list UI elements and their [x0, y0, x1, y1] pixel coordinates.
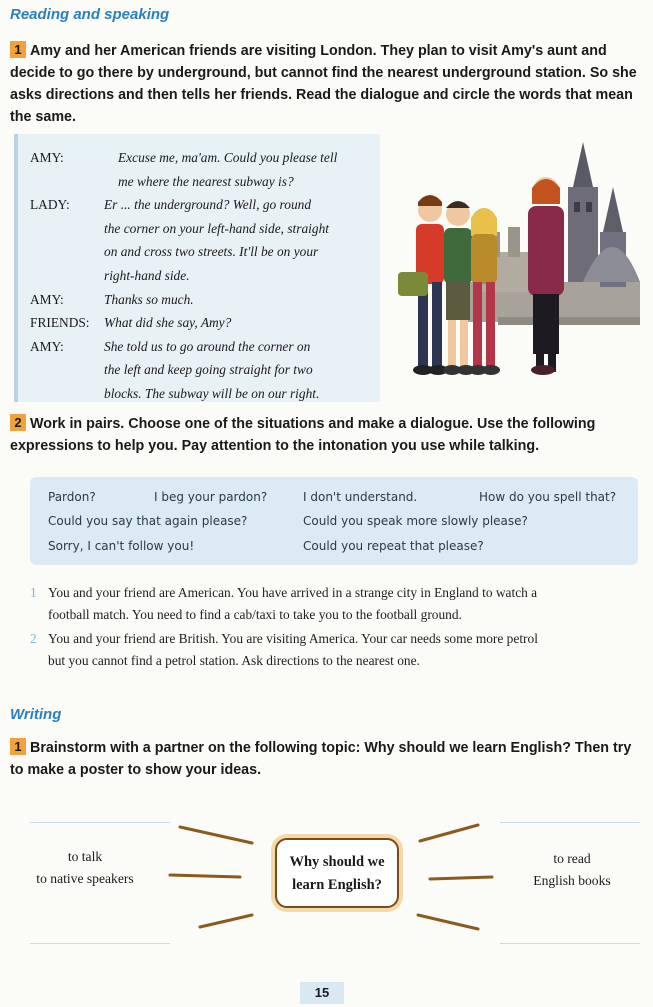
dialogue-speaker: LADY: [30, 197, 70, 213]
dialogue-turn [18, 288, 337, 312]
dialogue-line: blocks. The subway will be on our right. [104, 385, 320, 401]
right-idea [508, 848, 636, 892]
situation-2 [30, 628, 642, 672]
dialogue-line: What did she say, Amy? [104, 315, 232, 331]
expression: I don't understand. [303, 490, 418, 504]
expression: Pardon? [48, 490, 96, 504]
reading-section-title: Reading and speaking [10, 6, 170, 23]
dialogue-turn [18, 193, 337, 287]
dialogue-line: right-hand side. [104, 267, 190, 283]
expression: Could you say that again please? [48, 514, 248, 528]
task-number-badge: 1 [10, 738, 26, 755]
page-number: 15 [300, 982, 344, 1004]
dialogue-line: me where the nearest subway is? [118, 173, 294, 189]
dialogue-line: Er ... the underground? Well, go round [104, 197, 312, 213]
task-1-instructions [10, 40, 640, 128]
dialogue-speaker: FRIENDS: [30, 315, 90, 331]
situation-line: but you cannot find a petrol station. Ask directions to the nearest one. [48, 653, 420, 668]
blank-line [500, 943, 640, 944]
central-topic-line: Why should we [289, 854, 385, 870]
left-idea [20, 846, 150, 890]
blank-line [500, 822, 640, 823]
street-directions-illustration [378, 132, 640, 384]
dialogue-speaker: AMY: [30, 150, 64, 165]
dialogue-line: She told us to go around the corner on [104, 338, 311, 354]
central-topic-line: learn English? [292, 877, 382, 893]
writing-task-instructions [10, 737, 640, 781]
dialogue-line: Excuse me, ma'am. Could you please tell [118, 150, 338, 165]
situation-line: You and your friend are American. You have arrived in a strange city in England to watch a [48, 585, 538, 600]
expression: Could you repeat that please? [303, 539, 484, 553]
idea-line: to read [553, 851, 591, 866]
dialogue-speaker: AMY: [30, 338, 64, 354]
dialogue-turn [18, 146, 337, 193]
task-2-text: Work in pairs. Choose one of the situations and make a dialogue. Use the following expressions to help you. Pay attention to the intonation you use while talking. [10, 416, 596, 454]
situation-line: You and your friend are British. You are visiting America. Your car needs some more petrol [48, 631, 538, 646]
expression: How do you spell that? [479, 490, 617, 504]
task-1-text: Amy and her American friends are visiting London. They plan to visit Amy's aunt and decide to go there by underground, but cannot find the nearest underground station. So she asks directions and then tells her friends. Read the dialogue and circle the words that mean the same. [10, 43, 637, 125]
idea-line: to talk [67, 849, 103, 864]
situation-number: 2 [30, 631, 37, 646]
writing-task-text: Brainstorm with a partner on the following topic: Why should we learn English? Then try to make a poster to show your ideas. [10, 740, 632, 778]
idea-line: English books [533, 873, 611, 888]
idea-line: to native speakers [36, 871, 134, 886]
expression: Could you speak more slowly please? [303, 514, 528, 528]
dialogue-line: on and cross two streets. It'll be on your [104, 244, 319, 260]
expression: I beg your pardon? [154, 490, 268, 504]
dialogue-speaker: AMY: [30, 291, 64, 307]
blank-line [30, 822, 170, 823]
blank-line [30, 943, 170, 944]
task-number-badge: 2 [10, 414, 26, 431]
lady-figure [528, 177, 564, 375]
situation-1 [30, 582, 642, 626]
dialogue-line: the corner on your left-hand side, straight [104, 220, 330, 236]
dialogue-line: Thanks so much. [104, 291, 194, 307]
dialogue-turn [18, 335, 337, 406]
dialogue-box [14, 134, 380, 402]
dialogue-line: the left and keep going straight for two [104, 362, 313, 378]
girl-figure [398, 195, 448, 375]
situation-line: football match. You need to find a cab/taxi to take you to the football ground. [48, 607, 462, 622]
central-topic-box [275, 838, 399, 908]
expression: Sorry, I can't follow you! [48, 539, 195, 553]
dialogue-turn [18, 311, 337, 335]
task-2-instructions [10, 413, 640, 457]
task-number-badge: 1 [10, 41, 26, 58]
writing-section-title: Writing [10, 706, 62, 723]
situation-number: 1 [30, 585, 37, 600]
